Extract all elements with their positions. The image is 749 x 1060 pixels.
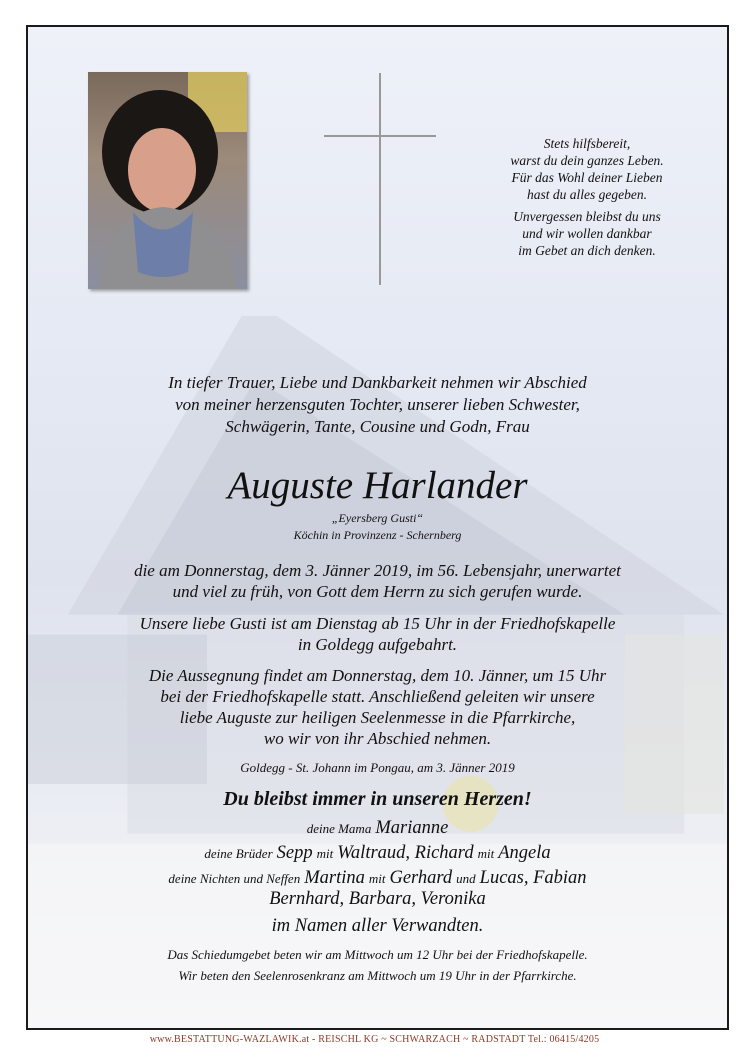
family-names: Angela [498,843,551,863]
mother-name: Marianne [375,818,449,838]
family-brothers [28,843,727,864]
viewing-line: in Goldegg aufgebahrt. [297,635,458,654]
funeral-home-footer: www.BESTATTUNG-WAZLAWIK.at - REISCHL KG ~ SCHWARZACH ~ RADSTADT Tel.: 06415/4205 [149,1034,600,1045]
prayer-line: Das Schiedumgebet beten wir am Mittwoch um 12 Uhr bei der Friedhofskapelle. [167,947,588,962]
poem-line: und wir wollen dankbar [522,226,652,241]
poem-line: warst du dein ganzes Leben. [510,153,664,168]
obituary-card [26,25,729,1030]
connector: mit [316,846,334,861]
memorial-poem [472,135,702,264]
portrait-photo [88,72,247,289]
connector: mit [477,846,495,861]
nephews-prefix: deine Nichten und Neffen [168,871,301,886]
relatives-line: im Namen aller Verwandten. [271,916,484,936]
funeral-line: liebe Auguste zur heiligen Seelenmesse in die Pfarrkirche, [179,708,576,727]
cross-symbol [379,73,381,285]
funeral-line: Die Aussegnung findet am Donnerstag, dem 10. Jänner, um 15 Uhr [148,666,607,685]
place-date: Goldegg - St. Johann im Pongau, am 3. Jänner 2019 [240,760,515,775]
deceased-name: Auguste Harlander [227,464,528,507]
death-line: die am Donnerstag, dem 3. Jänner 2019, im 56. Lebensjahr, unerwartet [134,561,621,580]
intro-line: In tiefer Trauer, Liebe und Dankbarkeit nehmen wir Abschied [168,373,587,392]
family-mother [28,818,727,839]
brothers-prefix: deine Brüder [204,846,273,861]
family-names: Gerhard [389,868,453,888]
prayer-line: Wir beten den Seelenrosenkranz am Mittwoch um 19 Uhr in der Pfarrkirche. [178,968,577,983]
occupation: Köchin in Provinzenz - Schernberg [293,528,462,542]
poem-line: Für das Wohl deiner Lieben [511,170,663,185]
family-nephews-cont: Bernhard, Barbara, Veronika [269,889,486,909]
poem-line: hast du alles gegeben. [527,187,647,202]
mother-prefix: deine Mama [306,821,372,836]
poem-line: Stets hilfsbereit, [543,136,631,151]
death-line: und viel zu früh, von Gott dem Herrn zu sich gerufen wurde. [172,582,583,601]
motto: Du bleibst immer in unseren Herzen! [223,788,532,810]
brother-name: Sepp [276,843,313,863]
family-names: Martina [304,868,365,888]
intro-line: Schwägerin, Tante, Cousine und Godn, Frau [225,417,530,436]
intro-line: von meiner herzensguten Tochter, unserer lieben Schwester, [175,395,580,414]
family-names: Waltraud, Richard [337,843,474,863]
connector: und [456,871,476,886]
family-names: Lucas, Fabian [479,868,587,888]
family-nephews [28,868,727,889]
viewing-line: Unsere liebe Gusti ist am Dienstag ab 15 Uhr in der Friedhofskapelle [139,614,616,633]
cross-symbol-bar [324,135,436,137]
nickname: „Eyersberg Gusti“ [331,511,424,525]
connector: mit [368,871,386,886]
poem-line: im Gebet an dich denken. [518,243,656,258]
poem-line: Unvergessen bleibst du uns [513,209,661,224]
funeral-line: bei der Friedhofskapelle statt. Anschließend geleiten wir unsere [160,687,595,706]
funeral-line: wo wir von ihr Abschied nehmen. [263,729,492,748]
